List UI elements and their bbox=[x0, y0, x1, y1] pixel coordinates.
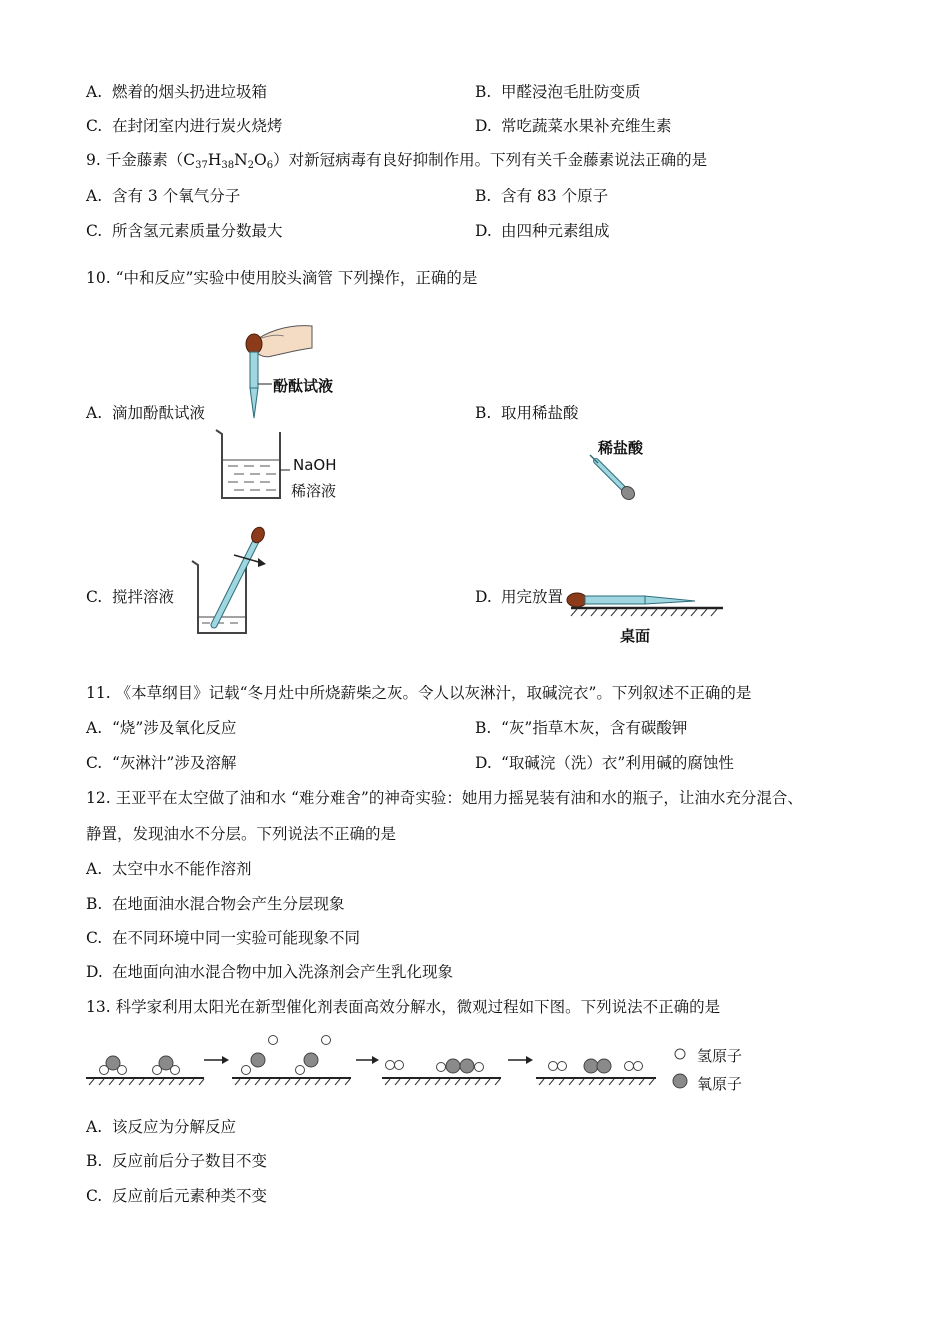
legend-oxygen-label: 氧原子 bbox=[697, 1075, 743, 1093]
q12-option-a: A. 太空中水不能作溶剂 bbox=[86, 860, 252, 878]
q10-option-c: C. 搅拌溶液 bbox=[86, 588, 175, 606]
q12-option-d: D. 在地面向油水混合物中加入洗涤剂会产生乳化现象 bbox=[86, 963, 454, 981]
q9-option-d: D. 由四种元素组成 bbox=[475, 222, 610, 240]
stage-1 bbox=[86, 1056, 204, 1085]
q10-stem: 10. “中和反应”实验中使用胶头滴管 下列操作，正确的是 bbox=[86, 269, 478, 287]
q11-option-c: C. “灰淋汁”涉及溶解 bbox=[86, 754, 237, 772]
q9-option-c: C. 所含氢元素质量分数最大 bbox=[86, 222, 283, 240]
q13-stem: 13. 科学家利用太阳光在新型催化剂表面高效分解水，微观过程如下图。下列说法不正确的是 bbox=[86, 998, 721, 1016]
label-table: 桌面 bbox=[620, 627, 651, 645]
q13-option-a: A. 该反应为分解反应 bbox=[86, 1118, 237, 1136]
q13-option-c: C. 反应前后元素种类不变 bbox=[86, 1187, 268, 1205]
q13-option-b: B. 反应前后分子数目不变 bbox=[86, 1152, 268, 1170]
q10-option-a: A. 滴加酚酞试液 bbox=[86, 404, 206, 422]
label-naoh: NaOH bbox=[293, 456, 337, 474]
q13-reaction-diagram bbox=[86, 1030, 686, 1090]
stage-3 bbox=[382, 1059, 501, 1085]
q10-figure-b-dropper bbox=[590, 455, 650, 515]
q11-stem: 11. 《本草纲目》记载“冬月灶中所烧薪柴之灰。令人以灰淋汁，取碱浣衣”。下列叙述不正确的是 bbox=[86, 684, 752, 702]
q12-option-b: B. 在地面油水混合物会产生分层现象 bbox=[86, 895, 345, 913]
label-phenolphthalein: 酚酞试液 bbox=[273, 377, 334, 395]
legend-oxygen-symbol bbox=[673, 1074, 687, 1088]
legend-hydrogen-label: 氢原子 bbox=[697, 1047, 743, 1065]
q10-figure-d-table bbox=[555, 588, 725, 624]
label-hcl: 稀盐酸 bbox=[598, 439, 644, 457]
label-naoh-dilute: 稀溶液 bbox=[291, 482, 337, 500]
q8-option-c: C. 在封闭室内进行炭火烧烤 bbox=[86, 117, 283, 135]
q9-option-b: B. 含有 83 个原子 bbox=[475, 187, 609, 205]
q8-option-a: A. 燃着的烟头扔进垃圾箱 bbox=[86, 83, 268, 101]
q10-option-d: D. 用完放置 bbox=[475, 588, 564, 606]
q12-stem-line2: 静置，发现油水不分层。下列说法不正确的是 bbox=[86, 825, 397, 843]
legend-hydrogen-symbol bbox=[675, 1049, 685, 1059]
q9-stem: 9. 千金藤素$(C_{37}H_{38}N_2O_6)$对新冠病毒有良好抑制作用。下列有关千金藤素说法正确的是 bbox=[86, 151, 708, 171]
stage-4 bbox=[536, 1059, 656, 1085]
q9-option-a: A. 含有 3 个氧气分子 bbox=[86, 187, 241, 205]
q10-figure-c-stirring bbox=[188, 525, 278, 640]
q11-option-a: A. “烧”涉及氧化反应 bbox=[86, 719, 237, 737]
stage-2 bbox=[232, 1036, 351, 1086]
q8-option-d: D. 常吃蔬菜水果补充维生素 bbox=[475, 117, 672, 135]
q11-option-b: B. “灰”指草木灰，含有碳酸钾 bbox=[475, 719, 688, 737]
q10-option-b: B. 取用稀盐酸 bbox=[475, 404, 579, 422]
q12-stem-line1: 12. 王亚平在太空做了油和水 “难分难舍”的神奇实验：她用力摇晃装有油和水的瓶子，让油水充分混合、 bbox=[86, 789, 803, 807]
q11-option-d: D. “取碱浣（洗）衣”利用碱的腐蚀性 bbox=[475, 754, 734, 772]
q12-option-c: C. 在不同环境中同一实验可能现象不同 bbox=[86, 929, 361, 947]
q8-option-b: B. 甲醛浸泡毛肚防变质 bbox=[475, 83, 641, 101]
